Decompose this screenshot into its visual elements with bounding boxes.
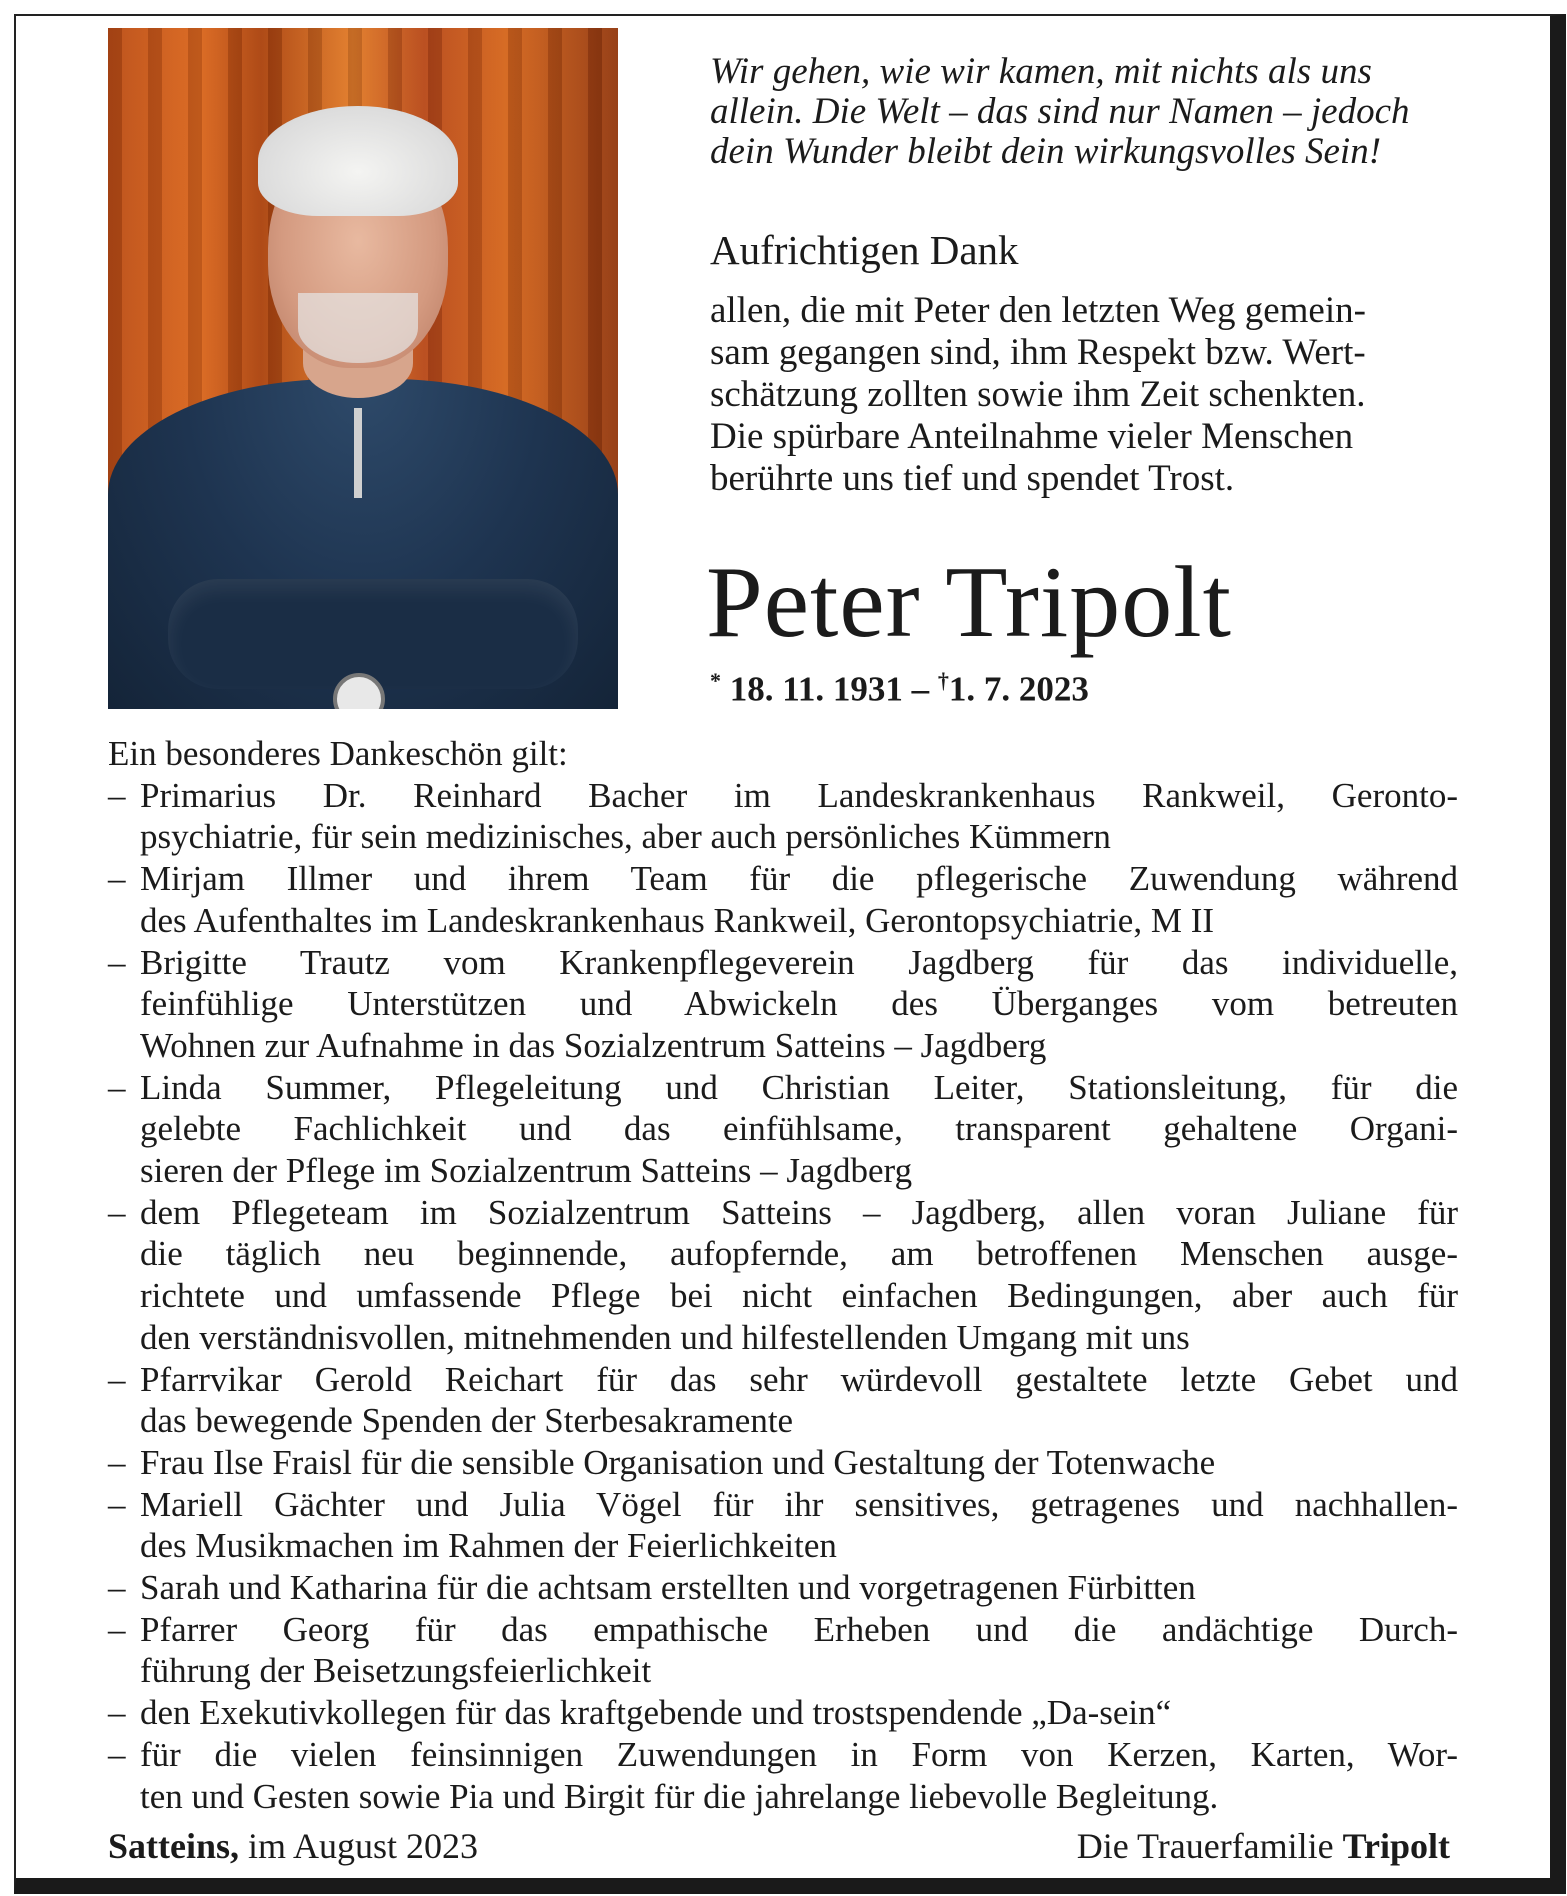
paragraph-line: sam gegangen sind, ihm Respekt bzw. Wert- <box>710 332 1366 373</box>
list-item-line: Mirjam Illmer und ihrem Team für die pflegerische Zuwendung während <box>140 859 1458 899</box>
list-item <box>108 1359 1458 1442</box>
list-item <box>108 1609 1458 1692</box>
list-item-line: des Aufenthaltes im Landeskrankenhaus Rankweil, Gerontopsychiatrie, M II <box>140 900 1215 940</box>
family-prefix: Die Trauerfamilie <box>1076 1826 1334 1866</box>
list-item-line: Sarah und Katharina für die achtsam erstellten und vorgetragenen Fürbitten <box>140 1568 1196 1608</box>
list-item-line: sieren der Pflege im Sozialzentrum Satteins – Jagdberg <box>140 1151 913 1191</box>
death-date: 1. 7. 2023 <box>948 669 1089 709</box>
dash-bullet: – <box>108 1609 126 1649</box>
list-item-line: Frau Ilse Fraisl für die sensible Organisation und Gestaltung der Totenwache <box>140 1442 1216 1482</box>
list-item-line: dem Pflegeteam im Sozialzentrum Satteins – Jagdberg, allen voran Juliane für <box>140 1192 1458 1232</box>
birth-symbol: * <box>710 668 721 693</box>
list-intro: Ein besonderes Dankeschön gilt: <box>108 734 568 773</box>
list-item <box>108 1067 1458 1192</box>
quote-line: Wir gehen, wie wir kamen, mit nichts als uns <box>710 51 1372 92</box>
list-item <box>108 1484 1458 1567</box>
family-name: Tripolt <box>1342 1826 1450 1866</box>
list-item-line: Pfarrvikar Gerold Reichart für das sehr würdevoll gestaltete letzte Gebet und <box>140 1359 1458 1399</box>
dash-bullet: – <box>108 1442 126 1482</box>
dash-bullet: – <box>108 1568 126 1608</box>
paragraph-line: berührte uns tief und spendet Trost. <box>710 458 1235 499</box>
list-item-line: richtete und umfassende Pflege bei nicht einfachen Bedingungen, aber auch für <box>140 1276 1458 1316</box>
list-item-line: Wohnen zur Aufnahme in das Sozialzentrum Satteins – Jagdberg <box>140 1025 1047 1065</box>
death-symbol: † <box>937 668 949 693</box>
list-item <box>108 1442 1458 1484</box>
thanks-paragraph <box>710 290 1460 500</box>
list-item-line: Mariell Gächter und Julia Vögel für ihr sensitives, getragenes und nachhallen- <box>140 1484 1458 1524</box>
list-items <box>108 775 1458 1818</box>
list-item-line: feinfühlige Unterstützen und Abwickeln des Überganges vom betreuten <box>140 984 1458 1024</box>
dash-bullet: – <box>108 1734 126 1774</box>
paragraph-line: allen, die mit Peter den letzten Weg gemein- <box>710 290 1366 331</box>
quote-line: dein Wunder bleibt dein wirkungsvolles Sein! <box>710 131 1382 172</box>
list-item-line: des Musikmachen im Rahmen der Feierlichkeiten <box>140 1526 837 1566</box>
list-item-line: Linda Summer, Pflegeleitung und Christian Leiter, Stationsleitung, für die <box>140 1067 1458 1107</box>
hair <box>258 106 458 216</box>
date: im August 2023 <box>248 1826 479 1866</box>
place-date <box>108 1825 478 1867</box>
dash-bullet: – <box>108 1484 126 1524</box>
list-item-line: Brigitte Trautz vom Krankenpflegeverein Jagdberg für das individuelle, <box>140 942 1458 982</box>
list-item-line: psychiatrie, für sein medizinisches, aber auch persönliches Kümmern <box>140 817 1111 857</box>
dash-bullet: – <box>108 1067 126 1107</box>
thanks-list <box>108 733 1458 1817</box>
paragraph-line: schätzung zollten sowie ihm Zeit schenkten. <box>710 374 1366 415</box>
thanks-heading: Aufrichtigen Dank <box>710 227 1019 273</box>
list-item-line: ten und Gesten sowie Pia und Birgit für die jahrelange liebevolle Begleitung. <box>140 1776 1219 1816</box>
deceased-name: Peter Tripolt <box>706 546 1232 659</box>
list-item-line: Primarius Dr. Reinhard Bacher im Landeskrankenhaus Rankweil, Geronto- <box>140 775 1458 815</box>
list-item-line: die täglich neu beginnende, aufopfernde, am betroffenen Menschen ausge- <box>140 1234 1458 1274</box>
list-item-line: für die vielen feinsinnigen Zuwendungen in Form von Kerzen, Karten, Wor- <box>140 1734 1458 1774</box>
place: Satteins, <box>108 1826 240 1866</box>
quote <box>710 52 1470 172</box>
list-item <box>108 1567 1458 1609</box>
list-item <box>108 1692 1458 1734</box>
signature <box>1077 1825 1450 1867</box>
paragraph-line: Die spürbare Anteilnahme vieler Menschen <box>710 416 1354 457</box>
list-item-line: das bewegende Spenden der Sterbesakramente <box>140 1401 794 1441</box>
list-item-line: den verständnisvollen, mitnehmenden und hilfestellenden Umgang mit uns <box>140 1317 1190 1357</box>
dash-bullet: – <box>108 859 126 899</box>
list-item-line: gelebte Fachlichkeit und das einfühlsame, transparent gehaltene Organi- <box>140 1109 1458 1149</box>
list-item <box>108 775 1458 858</box>
life-dates <box>710 668 1089 710</box>
list-item-line: führung der Beisetzungsfeierlichkeit <box>140 1651 652 1691</box>
list-item <box>108 1192 1458 1359</box>
dash-bullet: – <box>108 1192 126 1232</box>
dash-bullet: – <box>108 775 126 815</box>
quote-line: allein. Die Welt – das sind nur Namen – jedoch <box>710 91 1410 132</box>
list-item <box>108 858 1458 941</box>
list-item-line: Pfarrer Georg für das empathische Erheben und die andächtige Durch- <box>140 1609 1458 1649</box>
portrait-photo <box>108 28 618 709</box>
list-item <box>108 1734 1458 1817</box>
zipper <box>354 408 362 498</box>
footer <box>108 1825 1450 1867</box>
dash-bullet: – <box>108 1693 126 1733</box>
list-item-line: den Exekutivkollegen für das kraftgebende und trostspendende „Da-sein“ <box>140 1693 1172 1733</box>
birth-date: 18. 11. 1931 <box>729 669 903 709</box>
dash-bullet: – <box>108 942 126 982</box>
date-separator: – <box>911 669 930 709</box>
list-item <box>108 942 1458 1067</box>
dash-bullet: – <box>108 1359 126 1399</box>
crossed-arms <box>168 579 578 689</box>
beard <box>298 293 418 363</box>
